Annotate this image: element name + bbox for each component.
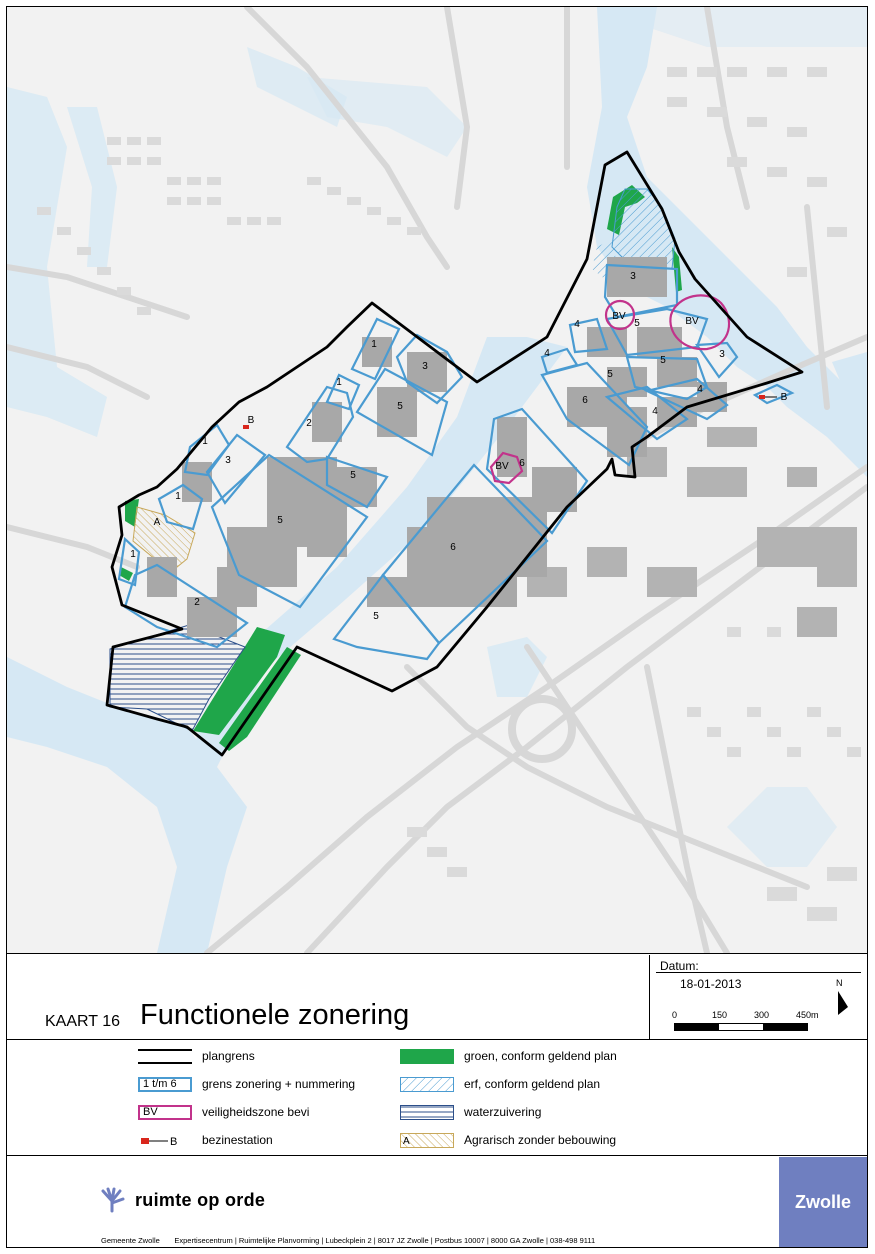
contact-line [101, 1236, 595, 1245]
zone-label: 4 [574, 319, 580, 330]
legend-item-zonering [138, 1074, 355, 1094]
zwolle-logo [779, 1157, 867, 1247]
title-block [7, 955, 867, 1039]
legend-label: waterzuivering [464, 1105, 542, 1119]
contact-details: Expertisecentrum | Ruimtelijke Planvorming | Lubeckplein 2 | 8017 JZ Zwolle | Postbus 10007 | 8000 GA Zwolle | 038-498 9111 [174, 1236, 596, 1245]
zone-label: 1 [130, 549, 136, 560]
zone-label: 6 [519, 458, 525, 469]
legend-label: Agrarisch zonder bebouwing [464, 1133, 617, 1147]
zoning-map [7, 7, 867, 953]
map-number: KAART 16 [45, 1013, 121, 1030]
zone-label: 5 [397, 401, 403, 412]
legend-item-bezine [138, 1130, 273, 1150]
zone-label: 4 [697, 384, 703, 395]
bezinestation-label: B [247, 415, 255, 426]
zone-label: 3 [422, 361, 428, 372]
separator-line [6, 1039, 868, 1040]
scale-tick: 0 [672, 1010, 678, 1020]
svg-text:B: B [170, 1135, 178, 1148]
date-value: 18-01-2013 [680, 977, 742, 991]
zone-label: 2 [306, 418, 312, 429]
zone-label: 1 [202, 436, 208, 447]
legend-label: groen, conform geldend plan [464, 1049, 617, 1063]
scale-tick: 450m [796, 1010, 819, 1020]
erf-symbol [400, 1077, 454, 1092]
agrarisch-label: A [153, 517, 161, 528]
zone-label: 3 [719, 349, 725, 360]
hand-icon [99, 1187, 125, 1213]
legend-item-bv [138, 1102, 309, 1122]
bv-label: BV [495, 461, 509, 472]
legend-item-groen [400, 1046, 617, 1066]
legend-item-erf [400, 1074, 600, 1094]
footer [7, 1157, 867, 1247]
bezinestation-label: B [780, 392, 788, 403]
scale-tick: 300 [754, 1010, 770, 1020]
legend-label: grens zonering + nummering [202, 1077, 356, 1091]
legend-label: bezinestation [202, 1133, 273, 1147]
org-name: Gemeente Zwolle [101, 1236, 160, 1245]
zone-label: 4 [652, 406, 658, 417]
zone-label: 4 [544, 348, 550, 359]
bv-label: BV [612, 311, 626, 322]
zone-label: 1 [336, 377, 342, 388]
zone-label: 5 [373, 611, 379, 622]
zone-label: 5 [634, 318, 640, 329]
legend-label: plangrens [202, 1049, 255, 1063]
brand [99, 1187, 265, 1213]
legend-item-plangrens [138, 1046, 255, 1066]
zone-label: 1 [371, 339, 377, 350]
zone-label: 2 [194, 597, 200, 608]
scale-bar [674, 1023, 808, 1031]
zone-label: 5 [350, 470, 356, 481]
bezinestation-symbol [138, 1133, 192, 1148]
legend-item-agrarisch [400, 1130, 616, 1150]
logo-text: Zwolle [794, 1192, 851, 1212]
bv-label: BV [685, 316, 699, 327]
agrarisch-symbol [400, 1133, 454, 1148]
waterzuivering-symbol [400, 1105, 454, 1120]
bv-symbol: BV [138, 1105, 192, 1120]
zonering-symbol: 1 t/m 6 [138, 1077, 192, 1092]
zone-label: 6 [450, 542, 456, 553]
separator-line [6, 1155, 868, 1156]
zone-label: 1 [175, 491, 181, 502]
map-title: Functionele zonering [140, 999, 410, 1031]
zone-label: 5 [607, 369, 613, 380]
separator-line [6, 953, 868, 954]
legend-label: erf, conform geldend plan [464, 1077, 601, 1091]
zone-label: 5 [660, 355, 666, 366]
date-label: Datum: [660, 959, 699, 973]
scale-tick: 150 [712, 1010, 728, 1020]
svg-text:A: A [403, 1135, 410, 1147]
zone-label: 5 [277, 515, 283, 526]
legend-label: veiligheidszone bevi [202, 1105, 310, 1119]
legend-item-water [400, 1102, 541, 1122]
zone-label: 6 [582, 395, 588, 406]
date-underline [656, 972, 861, 973]
groen-symbol [400, 1049, 454, 1064]
plangrens-symbol [138, 1049, 192, 1064]
zone-label: 3 [630, 271, 636, 282]
legend [7, 1041, 867, 1153]
north-label: N [836, 978, 843, 988]
brand-name: ruimte op orde [135, 1189, 266, 1210]
north-arrow-icon [834, 977, 850, 1017]
zone-label: 3 [225, 455, 231, 466]
map-meta [649, 955, 868, 1039]
